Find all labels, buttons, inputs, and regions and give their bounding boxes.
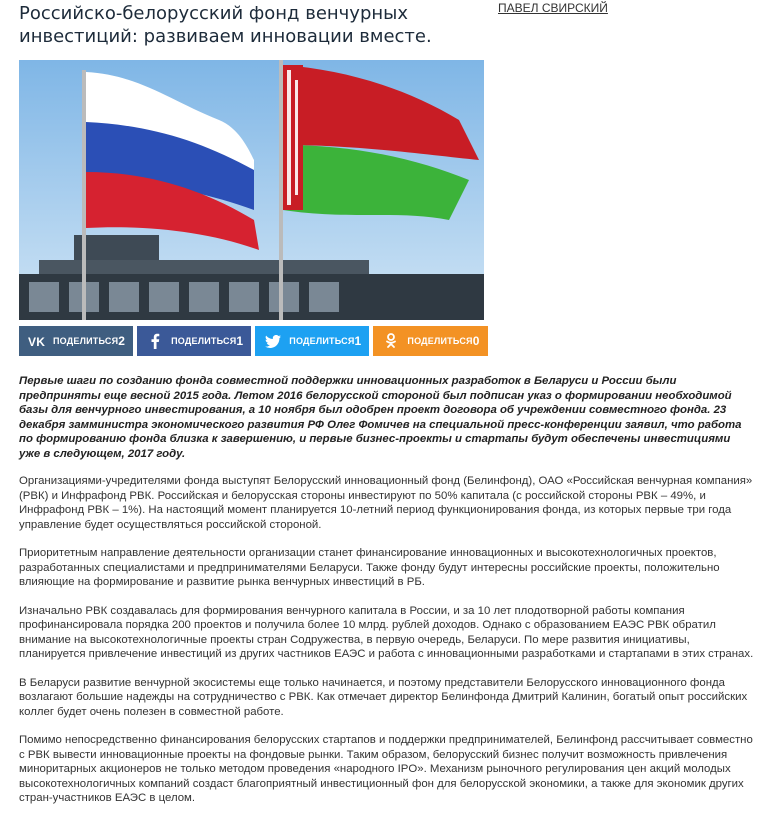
share-vk-label: ПОДЕЛИТЬСЯ xyxy=(53,336,119,346)
facebook-icon xyxy=(145,331,165,351)
article-paragraph: В Беларуси развитие венчурной экосистемы еще только начинается, и поэтому представители Белорусского инновационного фонда возлагают большие надежды на сотрудничество с РВК. Как отмечает директор Белинфонда Дмитрий Калинин, богатый опыт российских коллег будет очень полезен в совместной работе. xyxy=(19,676,748,718)
share-facebook-button[interactable] xyxy=(137,326,251,356)
share-bar xyxy=(19,326,484,356)
share-odnoklassniki-label: ПОДЕЛИТЬСЯ xyxy=(407,336,473,346)
twitter-icon xyxy=(263,331,283,351)
share-vk-count: 2 xyxy=(118,334,126,348)
article-title: Российско-белорусский фонд венчурных инвестиций: развиваем инновации вместе. xyxy=(19,3,432,47)
share-odnoklassniki-button[interactable] xyxy=(373,326,487,356)
share-facebook-count: 1 xyxy=(236,334,244,348)
article-paragraph: Изначально РВК создавалась для формирования венчурного капитала в России, и за 10 лет плодотворной работы компания профинансировала порядка 200 проектов и получила более 10 млрд. рублей доходов. Однако с образованием ЕАЭС РВК обратил внимание на высокотехнологичные проекты стран Содружества, в первую очередь, Беларуси. По мере развития инициативы, планируется привлечение инвестиций из других частников ЕАЭС и работа с инновационными разработками и стартапами в этих странах. xyxy=(19,604,754,660)
share-facebook-label: ПОДЕЛИТЬСЯ xyxy=(171,336,237,346)
share-twitter-button[interactable] xyxy=(255,326,369,356)
share-twitter-label: ПОДЕЛИТЬСЯ xyxy=(289,336,355,346)
article-paragraph: Помимо непосредственно финансирования белорусских стартапов и поддержки предпринимателей, Белинфонд рассчитывает совместно с РВК вывести инновационные проекты на фондовые рынки. Таким образом, белорусский бизнес получит возможность привлечения миноритарных акционеров не только методом проведения «народного IPO». Механизм рыночного регулирования цен акций молодых высокотехнологичных компаний создаст благоприятный инвестиционный фон для белорусской экономики, а также для экономик других стран-участников ЕАЭС в целом. xyxy=(19,734,753,804)
author-link[interactable]: ПАВЕЛ СВИРСКИЙ xyxy=(498,1,608,15)
vk-icon xyxy=(27,331,47,351)
odnoklassniki-icon xyxy=(381,331,401,351)
article-body xyxy=(19,374,754,820)
svg-text:vk: vk xyxy=(28,335,46,347)
share-twitter-count: 1 xyxy=(354,334,362,348)
article-photo xyxy=(19,60,484,320)
share-odnoklassniki-count: 0 xyxy=(472,334,480,348)
share-vk-button[interactable] xyxy=(19,326,133,356)
article-paragraph: Приоритетным направление деятельности организации станет финансирование инновационных и высокотехнологичных проектов, разработанных специалистами и предпринимателями Беларуси. Также фонду будут интересны российские проекты, положительно влияющие на формирование и развитие рынка венчурных инвестиций в РБ. xyxy=(19,547,720,588)
article-lead: Первые шаги по созданию фонда совместной поддержки инновационных разработок в Беларуси и России были предприняты еще весной 2015 года. Летом 2016 белорусской стороной был подписан указ о формировании необходимой базы для венчурного инвестирования, а 10 ноября был одобрен проект договора об учреждении совместного фонда. 23 декабря замминистра экономического развития РФ Олег Фомичев на специальной пресс-конференции заявил, что работа по формированию фонда близка к завершению, и первые бизнес-проекты и стартапы будут обеспечены инвестициями уже в следующем, 2017 году. xyxy=(19,375,742,460)
article-paragraph: Организациями-учредителями фонда выступят Белорусский инновационный фонд (Белинфонд), ОАО «Российская венчурная компания» (РВК) и Инфрафонд РВК. Российская и белорусская стороны инвестируют по 50% капитала (с российской стороны РВК – 49%, и Инфрафонд РВК – 1%). На настоящий момент планируется 10-летний период функционирования фонда, из которых первые три года управление будет осуществляться российской стороной. xyxy=(19,475,753,531)
